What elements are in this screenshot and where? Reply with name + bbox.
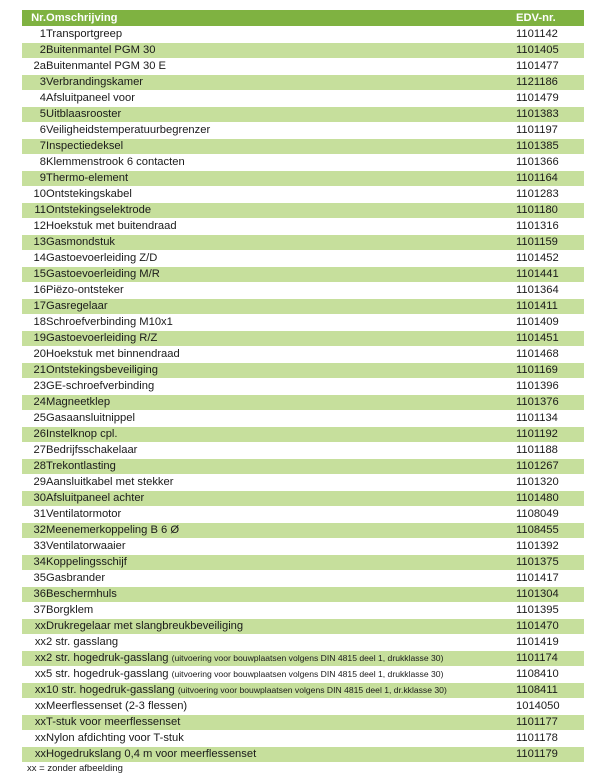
part-number: 34 (22, 555, 46, 571)
part-description: 10 str. hogedruk-gasslang (46, 684, 175, 696)
part-number: 4 (22, 91, 46, 107)
table-row (22, 219, 584, 235)
header-edv: EDV-nr. (516, 10, 584, 27)
part-description: Instelknop cpl. (46, 428, 118, 440)
table-row (22, 171, 584, 187)
part-description: Hogedrukslang 0,4 m voor meerflessenset (46, 748, 257, 760)
edv-number: 1101395 (516, 603, 584, 619)
part-description-cell (46, 555, 516, 571)
part-number: 8 (22, 155, 46, 171)
part-number: xx (22, 651, 46, 667)
part-description-cell (46, 123, 516, 139)
part-number: xx (22, 619, 46, 635)
part-description: Schroefverbinding M10x1 (46, 316, 173, 328)
table-row (22, 91, 584, 107)
table-row (22, 427, 584, 443)
edv-number: 1108049 (516, 507, 584, 523)
part-description: Nylon afdichting voor T-stuk (46, 732, 184, 744)
part-note: (uitvoering voor bouwplaatsen volgens DIN 4815 deel 1, dr.kklasse 30) (177, 685, 447, 695)
table-row (22, 107, 584, 123)
edv-number: 1101169 (516, 363, 584, 379)
part-number: 25 (22, 411, 46, 427)
table-row (22, 731, 584, 747)
table-row (22, 715, 584, 731)
table-row (22, 747, 584, 763)
part-description: Gastoevoerleiding R/Z (46, 332, 158, 344)
table-row (22, 267, 584, 283)
part-number: 12 (22, 219, 46, 235)
edv-number: 1101451 (516, 331, 584, 347)
part-number: 7 (22, 139, 46, 155)
part-description: T-stuk voor meerflessenset (46, 716, 181, 728)
part-description: Transportgreep (46, 28, 123, 40)
part-number: 18 (22, 315, 46, 331)
part-description-cell (46, 619, 516, 635)
part-number: 28 (22, 459, 46, 475)
part-description-cell (46, 523, 516, 539)
edv-number: 1101177 (516, 715, 584, 731)
table-row (22, 699, 584, 715)
table-row (22, 203, 584, 219)
part-description: Gastoevoerleiding Z/D (46, 252, 158, 264)
part-number: 16 (22, 283, 46, 299)
part-number: xx (22, 699, 46, 715)
part-description: Magneetklep (46, 396, 111, 408)
table-row (22, 299, 584, 315)
part-note: (uitvoering voor bouwplaatsen volgens DIN 4815 deel 1, drukklasse 30) (171, 653, 444, 663)
part-description: Afsluitpaneel voor (46, 92, 135, 104)
edv-number: 1101405 (516, 43, 584, 59)
edv-number: 1101441 (516, 267, 584, 283)
table-row (22, 411, 584, 427)
part-description-cell (46, 91, 516, 107)
part-number: 23 (22, 379, 46, 395)
part-description-cell (46, 635, 516, 651)
edv-number: 1101385 (516, 139, 584, 155)
edv-number: 1101417 (516, 571, 584, 587)
part-description: Thermo-element (46, 172, 129, 184)
table-row (22, 75, 584, 91)
edv-number: 1108410 (516, 667, 584, 683)
edv-number: 1101452 (516, 251, 584, 267)
table-row (22, 683, 584, 699)
part-number: 6 (22, 123, 46, 139)
part-number: 14 (22, 251, 46, 267)
part-number: 15 (22, 267, 46, 283)
part-description: Borgklem (46, 604, 94, 616)
edv-number: 1101320 (516, 475, 584, 491)
part-number: 9 (22, 171, 46, 187)
table-header (22, 10, 584, 27)
edv-number: 1101192 (516, 427, 584, 443)
part-description-cell (46, 747, 516, 763)
part-description: Meerflessenset (2-3 flessen) (46, 700, 188, 712)
edv-number: 1101316 (516, 219, 584, 235)
part-description-cell (46, 443, 516, 459)
part-description: 2 str. hogedruk-gasslang (46, 652, 169, 664)
table-row (22, 123, 584, 139)
part-description-cell (46, 219, 516, 235)
edv-number: 1108411 (516, 683, 584, 699)
table-row (22, 155, 584, 171)
part-number: 10 (22, 187, 46, 203)
edv-number: 1101383 (516, 107, 584, 123)
edv-number: 1101468 (516, 347, 584, 363)
part-description-cell (46, 603, 516, 619)
edv-number: 1101477 (516, 59, 584, 75)
part-description: Afsluitpaneel achter (46, 492, 145, 504)
table-row (22, 571, 584, 587)
part-description: Ventilatormotor (46, 508, 122, 520)
part-description-cell (46, 331, 516, 347)
table-row (22, 315, 584, 331)
part-number: 32 (22, 523, 46, 539)
edv-number: 1101304 (516, 587, 584, 603)
table-row (22, 59, 584, 75)
part-description-cell (46, 571, 516, 587)
table-row (22, 363, 584, 379)
table-row (22, 555, 584, 571)
part-description: Veiligheidstemperatuurbegrenzer (46, 124, 211, 136)
part-number: xx (22, 715, 46, 731)
table-row (22, 251, 584, 267)
part-number: 33 (22, 539, 46, 555)
part-description: Klemmenstrook 6 contacten (46, 156, 185, 168)
part-description: Ontstekingsbeveiliging (46, 364, 158, 376)
part-description-cell (46, 267, 516, 283)
edv-number: 1101197 (516, 123, 584, 139)
part-description: Hoekstuk met binnendraad (46, 348, 180, 360)
edv-number: 1101376 (516, 395, 584, 411)
edv-number: 1101283 (516, 187, 584, 203)
part-number: 24 (22, 395, 46, 411)
part-description-cell (46, 139, 516, 155)
part-number: xx (22, 667, 46, 683)
part-description-cell (46, 651, 516, 667)
table-row (22, 187, 584, 203)
part-note: (uitvoering voor bouwplaatsen volgens DIN 4815 deel 1, drukklasse 30) (171, 669, 444, 679)
table-row (22, 491, 584, 507)
table-row (22, 635, 584, 651)
part-number: 31 (22, 507, 46, 523)
table-row (22, 587, 584, 603)
part-description-cell (46, 667, 516, 683)
part-description: Hoekstuk met buitendraad (46, 220, 177, 232)
table-row (22, 347, 584, 363)
part-number: 35 (22, 571, 46, 587)
part-number: 2a (22, 59, 46, 75)
parts-table (22, 10, 584, 763)
part-description-cell (46, 539, 516, 555)
table-row (22, 507, 584, 523)
part-description: Ontstekingselektrode (46, 204, 152, 216)
part-description-cell (46, 379, 516, 395)
part-description-cell (46, 683, 516, 699)
edv-number: 1101174 (516, 651, 584, 667)
table-row (22, 603, 584, 619)
edv-number: 1101375 (516, 555, 584, 571)
part-description: Gasmondstuk (46, 236, 116, 248)
part-description: Verbrandingskamer (46, 76, 144, 88)
part-description: Inspectiedeksel (46, 140, 124, 152)
edv-number: 1101409 (516, 315, 584, 331)
edv-number: 1101364 (516, 283, 584, 299)
part-description: Gasaansluitnippel (46, 412, 135, 424)
part-description-cell (46, 459, 516, 475)
edv-number: 1101180 (516, 203, 584, 219)
edv-number: 1101159 (516, 235, 584, 251)
part-description-cell (46, 491, 516, 507)
part-description-cell (46, 731, 516, 747)
part-description: 2 str. gasslang (46, 636, 119, 648)
part-number: xx (22, 731, 46, 747)
part-number: 36 (22, 587, 46, 603)
table-row (22, 539, 584, 555)
part-description-cell (46, 203, 516, 219)
part-description-cell (46, 363, 516, 379)
part-description-cell (46, 171, 516, 187)
part-number: 2 (22, 43, 46, 59)
table-row (22, 395, 584, 411)
part-description: Aansluitkabel met stekker (46, 476, 174, 488)
part-number: 27 (22, 443, 46, 459)
edv-number: 1014050 (516, 699, 584, 715)
part-number: 17 (22, 299, 46, 315)
table-row (22, 331, 584, 347)
part-description: Piëzo-ontsteker (46, 284, 124, 296)
edv-number: 1101366 (516, 155, 584, 171)
edv-number: 1101178 (516, 731, 584, 747)
footnote: xx = zonder afbeelding (27, 763, 123, 774)
edv-number: 1121186 (516, 75, 584, 91)
part-number: 5 (22, 107, 46, 123)
part-description-cell (46, 699, 516, 715)
part-description-cell (46, 75, 516, 91)
table-row (22, 523, 584, 539)
part-description: Gastoevoerleiding M/R (46, 268, 160, 280)
edv-number: 1101134 (516, 411, 584, 427)
header-nr: Nr. (22, 10, 46, 27)
part-description: Buitenmantel PGM 30 E (46, 60, 167, 72)
part-description: Drukregelaar met slangbreukbeveiliging (46, 620, 244, 632)
part-description-cell (46, 107, 516, 123)
table-row (22, 459, 584, 475)
part-number: xx (22, 747, 46, 763)
edv-number: 1101411 (516, 299, 584, 315)
part-description: Buitenmantel PGM 30 (46, 44, 156, 56)
part-description: Beschermhuls (46, 588, 117, 600)
edv-number: 1101188 (516, 443, 584, 459)
table-row (22, 139, 584, 155)
part-description-cell (46, 427, 516, 443)
edv-number: 1101179 (516, 747, 584, 763)
part-description-cell (46, 315, 516, 331)
edv-number: 1101479 (516, 91, 584, 107)
part-number: 30 (22, 491, 46, 507)
part-number: 20 (22, 347, 46, 363)
part-description-cell (46, 235, 516, 251)
edv-number: 1101480 (516, 491, 584, 507)
part-number: 3 (22, 75, 46, 91)
part-description-cell (46, 59, 516, 75)
table-row (22, 651, 584, 667)
part-description-cell (46, 395, 516, 411)
edv-number: 1101392 (516, 539, 584, 555)
part-number: 26 (22, 427, 46, 443)
edv-number: 1101164 (516, 171, 584, 187)
part-description-cell (46, 347, 516, 363)
part-description: Bedrijfsschakelaar (46, 444, 138, 456)
table-row (22, 235, 584, 251)
part-number: 11 (22, 203, 46, 219)
edv-number: 1101470 (516, 619, 584, 635)
part-description: Meenemerkoppeling B 6 Ø (46, 524, 180, 536)
edv-number: 1101396 (516, 379, 584, 395)
part-description-cell (46, 299, 516, 315)
header-description: Omschrijving (46, 10, 516, 27)
table-row (22, 379, 584, 395)
part-description-cell (46, 251, 516, 267)
part-description: Koppelingsschijf (46, 556, 127, 568)
edv-number: 1101267 (516, 459, 584, 475)
header-row (22, 10, 584, 27)
part-description: GE-schroefverbinding (46, 380, 155, 392)
part-description: Ontstekingskabel (46, 188, 132, 200)
part-number: 21 (22, 363, 46, 379)
part-number: 29 (22, 475, 46, 491)
part-number: xx (22, 683, 46, 699)
part-description: Uitblaasrooster (46, 108, 122, 120)
part-description-cell (46, 587, 516, 603)
part-number: 1 (22, 27, 46, 43)
part-description-cell (46, 283, 516, 299)
table-body (22, 27, 584, 763)
part-description-cell (46, 43, 516, 59)
table-row (22, 619, 584, 635)
table-row (22, 27, 584, 43)
part-description-cell (46, 155, 516, 171)
part-number: 37 (22, 603, 46, 619)
part-description-cell (46, 187, 516, 203)
table-row (22, 443, 584, 459)
part-description-cell (46, 411, 516, 427)
part-description: 5 str. hogedruk-gasslang (46, 668, 169, 680)
edv-number: 1108455 (516, 523, 584, 539)
part-description: Ventilatorwaaier (46, 540, 126, 552)
table-row (22, 667, 584, 683)
table-row (22, 43, 584, 59)
edv-number: 1101419 (516, 635, 584, 651)
part-description: Gasregelaar (46, 300, 108, 312)
part-description-cell (46, 715, 516, 731)
table-row (22, 283, 584, 299)
table-row (22, 475, 584, 491)
part-number: 13 (22, 235, 46, 251)
part-description-cell (46, 27, 516, 43)
edv-number: 1101142 (516, 27, 584, 43)
part-description-cell (46, 475, 516, 491)
part-description: Gasbrander (46, 572, 106, 584)
part-description: Trekontlasting (46, 460, 116, 472)
part-number: 19 (22, 331, 46, 347)
part-description-cell (46, 507, 516, 523)
part-number: xx (22, 635, 46, 651)
